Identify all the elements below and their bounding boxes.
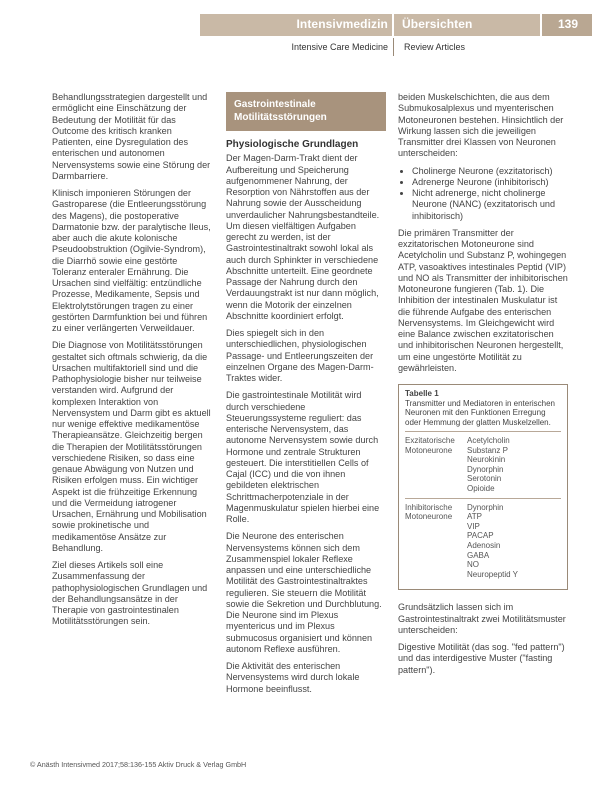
- table-cell: Acetylcholin: [467, 436, 510, 445]
- bullet-list: [398, 166, 568, 222]
- paragraph: Die gastrointestinale Motilität wird durch verschiedene Steuerungssysteme reguliert: das enterische Nervensystem, das autonome Nervensystem sowie durch Hormone und zentrale Strukturen gesteuert. Die interstitiellen Cells of Cajal (ICC) und die von ihnen gebildeten elektrischen Schrittmacherpotenziale in der Magenmuskulatur spielen hierbei eine Rolle.: [226, 390, 380, 524]
- table-row: [405, 498, 561, 584]
- table-cell: GABA: [467, 550, 490, 560]
- table-row-values: [467, 436, 561, 494]
- table-cell: Substanz P: [467, 445, 508, 455]
- paragraph: beiden Muskelschichten, die aus dem Submukosalplexus und myenterischen Motoneuronen bestehen. Hinsichtlich der Wirkung lassen sich die jeweiligen Transmitter drei Klassen von Neuronen unterscheiden:: [398, 92, 564, 159]
- table-cell: Serotonin: [467, 474, 502, 484]
- paragraph: Behandlungsstrategien dargestellt und ermöglicht eine Einschätzung der Bedeutung der Motilität für das Outcome des kritisch kranken Patienten, eine Dysregulation des enterischen und autonomen Nervensystems sowie eine Störung der Darmbarriere.: [52, 92, 211, 181]
- table-cell: Dynorphin: [467, 464, 504, 474]
- table-caption: [405, 389, 561, 427]
- section-title-right: Übersichten: [402, 17, 473, 31]
- column-1: [52, 92, 212, 634]
- table-cell: Neurokinin: [467, 455, 506, 465]
- list-item: • Nicht adrenerge, nicht cholinerge Neurone (NANC) (exzitatorisch und inhibitorisch): [412, 188, 568, 222]
- page-number: 139: [557, 17, 578, 31]
- table-cell: Opioide: [467, 483, 495, 493]
- table-cell: VIP: [467, 521, 480, 531]
- paragraph: Der Magen-Darm-Trakt dient der Aufbereitung und Speicherung aufgenommener Nahrung, der Resorption von Nährstoffen aus der Nahrung sowie der Ausscheidung unverdaulicher Nahrungsbestandteile. Um diesen vielfältigen Aufgaben gerecht zu werden, ist der Gastrointestinaltrakt sowohl lokal als auch durch Sphinkter in verschiedene Abschnitte unterteilt. Eine geordnete Passage der Nahrung durch den Verdauungstrakt ist nur dann möglich, wenn die Motorik der einzelnen Abschnitte koordiniert erfolgt.: [226, 153, 380, 321]
- column-3: [398, 92, 568, 682]
- subtitle-left: Intensive Care Medicine: [291, 42, 388, 52]
- paragraph: Die primären Transmitter der exzitatorischen Motoneurone sind Acetylcholin und Substanz P, wohingegen ATP, vasoaktives intestinales Peptid (VIP) und NO als Transmitter der inhibitorischen Motoneurone fungieren (Tab. 1). Die Inhibition der intestinalen Muskulatur ist die führende Aufgabe des enterischen Nervensystems. Im Gleichgewicht wird eine Balance zwischen exzitatorischen und inhibitorischen Neuronen hergestellt, um eine ungestörte Motilität zu gewährleisten.: [398, 227, 568, 373]
- table-row: [405, 431, 561, 498]
- section-heading: Physiologische Grundlagen: [226, 139, 359, 150]
- list-item: • Adrenerge Neurone (inhibitorisch): [412, 177, 568, 188]
- table-1: [398, 384, 568, 590]
- table-cell: Neuropeptid Y: [467, 569, 518, 579]
- paragraph: Klinisch imponieren Störungen der Gastroparese (die Entleerungsstörung des Magens), die postoperative Darmatonie bzw. der paralytische Ileus, aber auch die akute kolonische Pseudoobstruktion (Ogilvie-Syndrom), die Diarrhö sowie eine gestörte Toleranz enteraler Ernährung. Die Ursachen sind vielfältig: entzündliche Prozesse, Medikamente, Sepsis und Elektrolytstörungen tragen zu einer gestörten Darmfunktion bei und führen zu einer verlängerten Verweildauer.: [52, 188, 211, 333]
- section-title-left: Intensivmedizin: [296, 17, 388, 31]
- list-item: • Cholinerge Neurone (exzitatorisch): [412, 166, 568, 177]
- table-row-label: Exzitatorische Motoneurone: [405, 436, 455, 455]
- page-footer: © Anästh Intensivmed 2017;58:136-155 Aktiv Druck & Verlag GmbH: [30, 760, 247, 769]
- subtitle-right: Review Articles: [404, 42, 466, 52]
- table-cell: Adenosin: [467, 540, 501, 550]
- paragraph: Grundsätzlich lassen sich im Gastrointestinaltrakt zwei Motilitätsmuster unterscheiden:: [398, 602, 566, 635]
- paragraph: Die Neurone des enterischen Nervensystems können sich dem Zusammenspiel lokaler Reflexe anpassen und eine unterschiedliche Motilität des Gastrointestinaltraktes regulieren. Sie steuern die Motilität sowie die Sekretion und Durchblutung. Die Neurone sind im Plexus myentericus und im Plexus submucosus organisiert und können autonom Reflexe ausführen.: [226, 531, 382, 654]
- table-label: Tabelle 1: [405, 389, 439, 398]
- paragraph: Digestive Motilität (das sog. "fed pattern") und das interdigestive Muster ("fasting pattern").: [398, 642, 565, 675]
- page-header: [0, 0, 592, 36]
- table-cell: NO: [467, 560, 479, 570]
- article-title-box: Gastrointestinale Motilitätsstörungen: [226, 92, 386, 131]
- table-row-values: [467, 503, 561, 580]
- paragraph: Die Diagnose von Motilitätsstörungen gestaltet sich oftmals schwierig, da die Ursachen multifaktoriell sind und die Pathophysiologie bisher nur teilweise verstanden wird. Aufgrund der komplexen Interaktion von Nervensystem und Darm gibt es aktuell nur wenige effektive medikamentöse Therapieansätze. Gleichzeitig bergen die Therapien der Motilitätsstörungen verschiedene Risiken, so dass eine genaue Abwägung von Nutzen und Risiken erfolgen muss. Ein wichtiger Aspekt ist die frühzeitige Erkennung und die Vermeidung iatrogener Ursachen, Ernährung und Mobilisation sowie prokinetische und medikamentöse Ansätze zur Behandlung.: [52, 340, 211, 553]
- table-row-label: Inhibitorische Motoneurone: [405, 502, 453, 522]
- table-cell: ATP: [467, 512, 482, 522]
- subtitle-divider: [393, 38, 394, 56]
- paragraph: Ziel dieses Artikels soll eine Zusammenfassung der pathophysiologischen Grundlagen und der Behandlungsansätze in der Therapie von gastrointestinalen Motilitätsstörungen sein.: [52, 560, 208, 627]
- column-2: [226, 92, 386, 701]
- table-cell: PACAP: [467, 531, 494, 541]
- paragraph: Dies spiegelt sich in den unterschiedlichen, physiologischen Passage- und Entleerungszeiten der einzelnen Organe des Magen-Darm-Traktes wider.: [226, 328, 374, 383]
- table-cell: Dynorphin: [467, 502, 504, 512]
- table-caption-text: Transmitter und Mediatoren in enterischen Neuronen mit den Funktionen Erregung oder Hemmung der glatten Muskelzellen.: [405, 398, 555, 427]
- paragraph: Die Aktivität des enterischen Nervensystems wird durch lokale Hormone beeinflusst.: [226, 661, 360, 694]
